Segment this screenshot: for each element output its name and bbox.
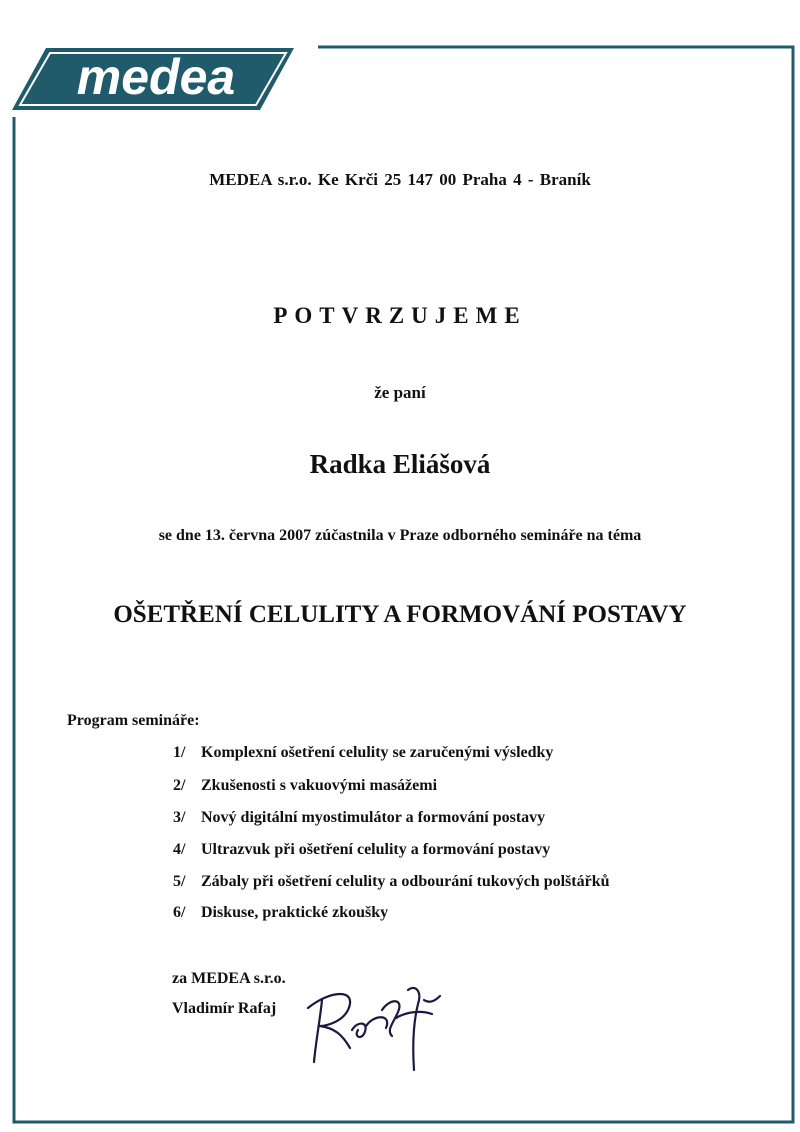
participant-name: Radka Eliášová [309,449,491,479]
program-item [173,873,610,891]
program-item-text: Nový digitální myostimulátor a formování postavy [201,809,546,826]
program-item [173,904,388,922]
intro-text: že paní [374,383,426,402]
program-item-text: Zkušenosti s vakuovými masážemi [201,777,438,794]
handwritten-signature [300,970,460,1080]
attendance-statement: se dne 13. června 2007 zúčastnila v Praze odborného semináře na téma [158,527,642,544]
program-item-text: Zábaly při ošetření celulity a odbourání tukových polštářků [201,873,610,890]
program-item-number: 5/ [173,873,186,890]
program-item-number: 6/ [173,904,186,921]
program-item-number: 1/ [173,744,186,761]
medea-logo [8,44,298,114]
company-address: MEDEA s.r.o. Ke Krči 25 147 00 Praha 4 - Braník [209,170,591,189]
program-item [173,777,437,795]
program-item-number: 3/ [173,809,186,826]
program-item-text: Ultrazvuk při ošetření celulity a formování postavy [201,841,551,858]
logo-text: medea [76,49,236,105]
program-item [173,809,545,827]
program-item [173,841,550,859]
program-item-number: 4/ [173,841,186,858]
program-title: Program semináře: [67,712,200,729]
seminar-topic: OŠETŘENÍ CELULITY A FORMOVÁNÍ POSTAVY [113,601,687,628]
program-item-text: Diskuse, praktické zkoušky [201,904,389,921]
signatory-name: Vladimír Rafaj [172,1000,277,1017]
program-item-number: 2/ [173,777,186,794]
document-heading: POTVRZUJEME [273,303,527,328]
program-item-text: Komplexní ošetření celulity se zaručenými výsledky [201,744,554,761]
signatory-company: za MEDEA s.r.o. [172,970,286,987]
program-item [173,744,553,762]
